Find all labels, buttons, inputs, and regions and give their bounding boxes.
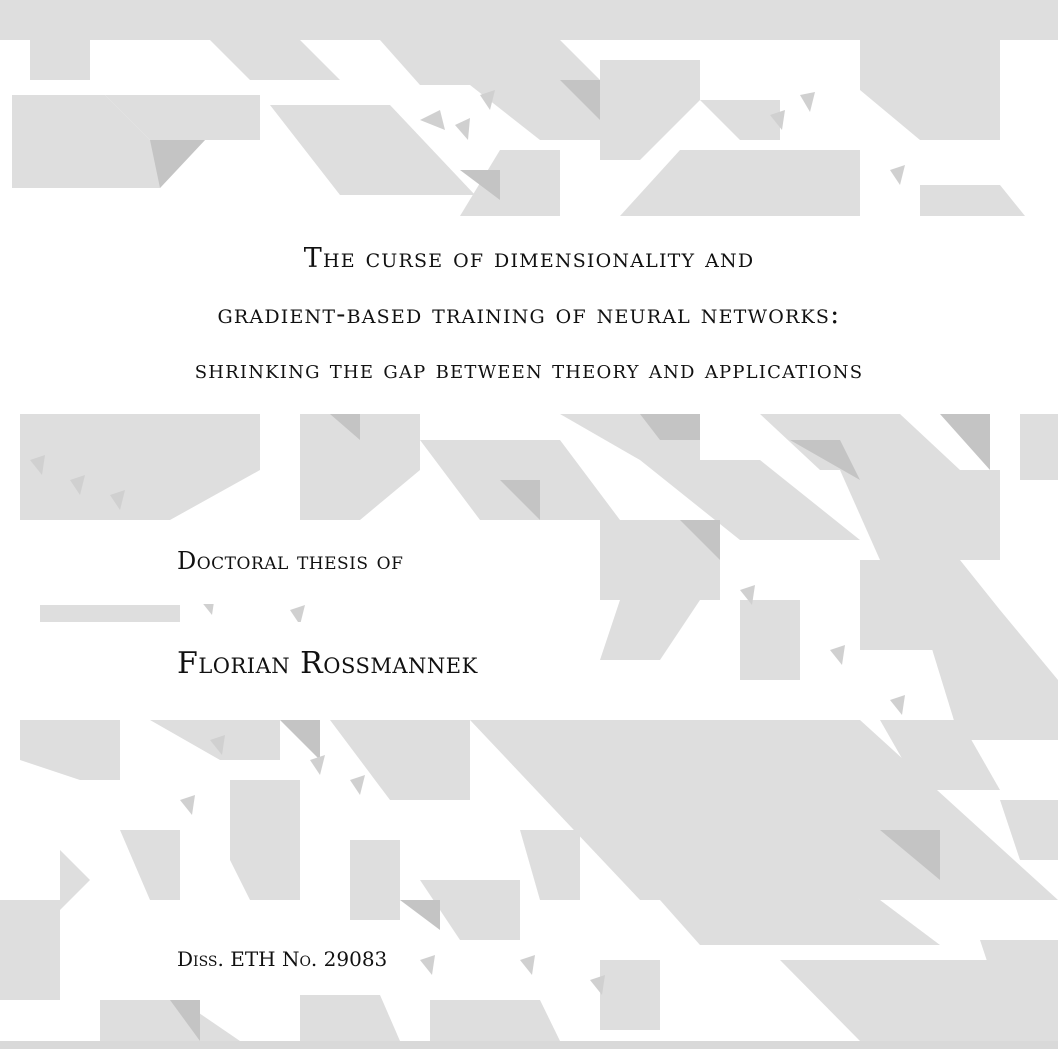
title-line-2: gradient-based training of neural networks: (217, 299, 841, 330)
author-name: Florian Rossmannek (177, 646, 478, 681)
title-line-3: shrinking the gap between theory and applications (194, 355, 864, 384)
doctoral-thesis-label: Doctoral thesis of (177, 547, 404, 575)
page-bottom-edge (0, 1041, 1058, 1049)
title-line-1: The curse of dimensionality and (303, 243, 755, 274)
diss-eth-number: Diss. ETH No. 29083 (177, 947, 388, 971)
